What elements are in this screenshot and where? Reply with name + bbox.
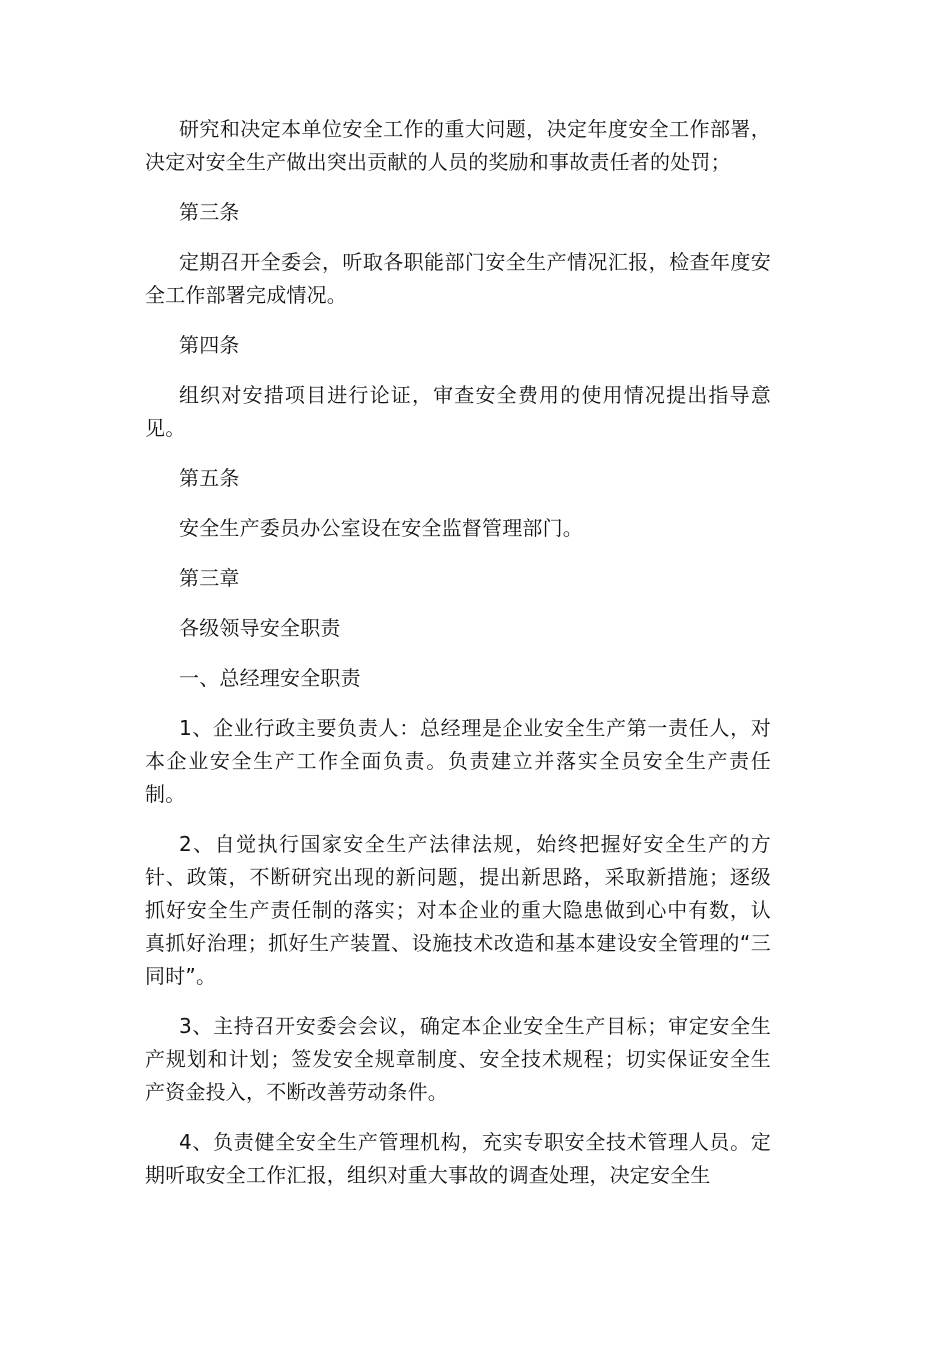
paragraph-4: 安全生产委员办公室设在安全监督管理部门。 [179,516,583,540]
duty-item-2: 2、自觉执行国家安全生产法律法规，始终把握好安全生产的方针、政策，不断研究出现的新问题，提出新思路，采取新措施；逐级抓好安全生产责任制的落实；对本企业的重大隐患做到心中有数，认真抓好治理；抓好生产装置、设施技术改造和基本建设安全管理的“三同时”。 [145,832,771,988]
document-body [145,113,771,1209]
duty-item-3: 3、主持召开安委会会议，确定本企业安全生产目标；审定安全生产规划和计划；签发安全规章制度、安全技术规程；切实保证安全生产资金投入，不断改善劳动条件。 [145,1014,771,1104]
article-heading-3: 第三条 [179,200,240,224]
chapter-title: 各级领导安全职责 [179,616,341,640]
paragraph-1: 研究和决定本单位安全工作的重大问题，决定年度安全工作部署，决定对安全生产做出突出贡献的人员的奖励和事故责任者的处罚； [145,117,771,174]
paragraph-2: 定期召开全委会，听取各职能部门安全生产情况汇报，检查年度安全工作部署完成情况。 [145,250,771,307]
article-heading-5: 第五条 [179,466,240,490]
duty-item-4: 4、负责健全安全生产管理机构，充实专职安全技术管理人员。定期听取安全工作汇报，组织对重大事故的调查处理，决定安全生 [145,1130,771,1187]
article-heading-4: 第四条 [179,333,240,357]
paragraph-3: 组织对安措项目进行论证，审查安全费用的使用情况提出指导意见。 [145,383,771,440]
section-heading-1: 一、总经理安全职责 [179,666,361,690]
chapter-heading-3: 第三章 [179,566,240,590]
duty-item-1: 1、企业行政主要负责人：总经理是企业安全生产第一责任人，对本企业安全生产工作全面负责。负责建立并落实全员安全生产责任制。 [145,716,771,806]
